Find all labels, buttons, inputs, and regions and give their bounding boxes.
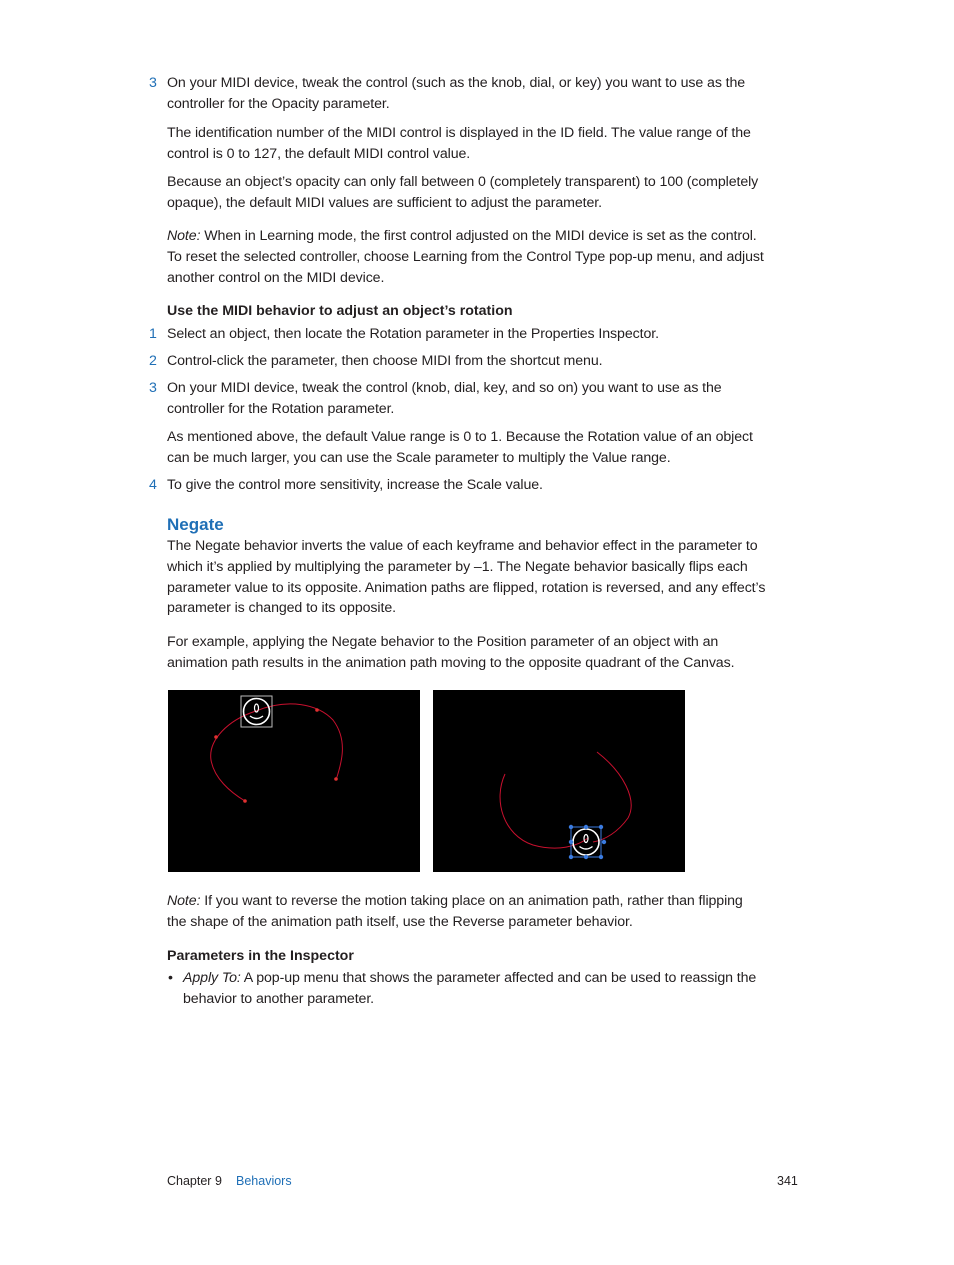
keyframe-point[interactable]: [315, 708, 319, 712]
keyframe-point[interactable]: [214, 735, 218, 739]
resize-handle[interactable]: [569, 840, 573, 844]
step-text: On your MIDI device, tweak the control (knob, dial, key, and so on) you want to use as the controller for the Rotation parameter.: [167, 380, 722, 417]
paragraph-opacity: Because an object’s opacity can only fall between 0 (completely transparent) to 100 (completely opaque), the default MIDI values are sufficient to adjust the parameter.: [167, 174, 759, 211]
canvas-original-path: [168, 690, 420, 872]
keyframe-point[interactable]: [243, 799, 247, 803]
step-number: 3: [149, 380, 157, 396]
canvas-negated-path: [433, 690, 685, 872]
smiley-face-icon[interactable]: [241, 696, 272, 727]
note-reverse-motion: Note: If you want to reverse the motion taking place on an animation path, rather than flipping the shape of the animation path itself, use the Reverse parameter behavior.: [167, 893, 743, 930]
note-label: Note:: [167, 893, 201, 909]
path-segment: [593, 752, 631, 842]
path-segment: [211, 711, 256, 801]
keyframe-point[interactable]: [334, 777, 338, 781]
inspector-item-apply-to: Apply To: A pop-up menu that shows the parameter affected and can be used to reassign the behavior to another parameter.: [183, 970, 757, 1007]
resize-handle[interactable]: [599, 855, 603, 859]
animation-path-negated: [433, 690, 685, 872]
resize-handle[interactable]: [569, 855, 573, 859]
animation-path-original: [168, 690, 420, 872]
step-number: 4: [149, 477, 157, 493]
step-number: 2: [149, 353, 157, 369]
footer-section-link[interactable]: Behaviors: [236, 1174, 292, 1188]
step-text: Control-click the parameter, then choose MIDI from the shortcut menu.: [167, 353, 603, 369]
note-label: Note:: [167, 228, 201, 244]
step-text: Select an object, then locate the Rotation parameter in the Properties Inspector.: [167, 326, 659, 342]
note-learning-mode: Note: When in Learning mode, the first control adjusted on the MIDI device is set as the control. To reset the selected controller, choose Learning from the Control Type pop-up menu, and adjust another control on the MIDI device.: [167, 228, 764, 286]
inspector-heading: Parameters in the Inspector: [167, 948, 354, 964]
step-number: 3: [149, 75, 157, 91]
paragraph-negate-intro: The Negate behavior inverts the value of each keyframe and behavior effect in the parameter to which it’s applied by multiplying the parameter by –1. The Negate behavior basically flips each parameter value to its opposite. Animation paths are flipped, rotation is reversed, and any effect’s parameter is changed to its opposite.: [167, 538, 766, 617]
resize-handle[interactable]: [602, 840, 606, 844]
page-number: 341: [777, 1174, 798, 1188]
resize-handle[interactable]: [584, 825, 588, 829]
section-heading-negate: Negate: [167, 515, 224, 534]
footer-chapter: Chapter 9: [167, 1174, 222, 1188]
bullet-marker: •: [168, 970, 173, 986]
step-number: 1: [149, 326, 157, 342]
step-text: To give the control more sensitivity, increase the Scale value.: [167, 477, 543, 493]
step-text: On your MIDI device, tweak the control (such as the knob, dial, or key) you want to use as the controller for the Opacity parameter.: [167, 75, 746, 112]
resize-handle[interactable]: [569, 825, 573, 829]
item-label: Apply To:: [183, 970, 241, 986]
resize-handle[interactable]: [599, 825, 603, 829]
resize-handle[interactable]: [584, 855, 588, 859]
paragraph-id-field: The identification number of the MIDI control is displayed in the ID field. The value range of the control is 0 to 127, the default MIDI control value.: [167, 125, 751, 162]
paragraph-negate-example: For example, applying the Negate behavior to the Position parameter of an object with an animation path results in the animation path moving to the opposite quadrant of the Canvas.: [167, 634, 735, 671]
paragraph-rotation: As mentioned above, the default Value range is 0 to 1. Because the Rotation value of an object can be much larger, you can use the Scale parameter to multiply the Value range.: [167, 429, 753, 466]
rotation-heading: Use the MIDI behavior to adjust an object’s rotation: [167, 303, 513, 319]
